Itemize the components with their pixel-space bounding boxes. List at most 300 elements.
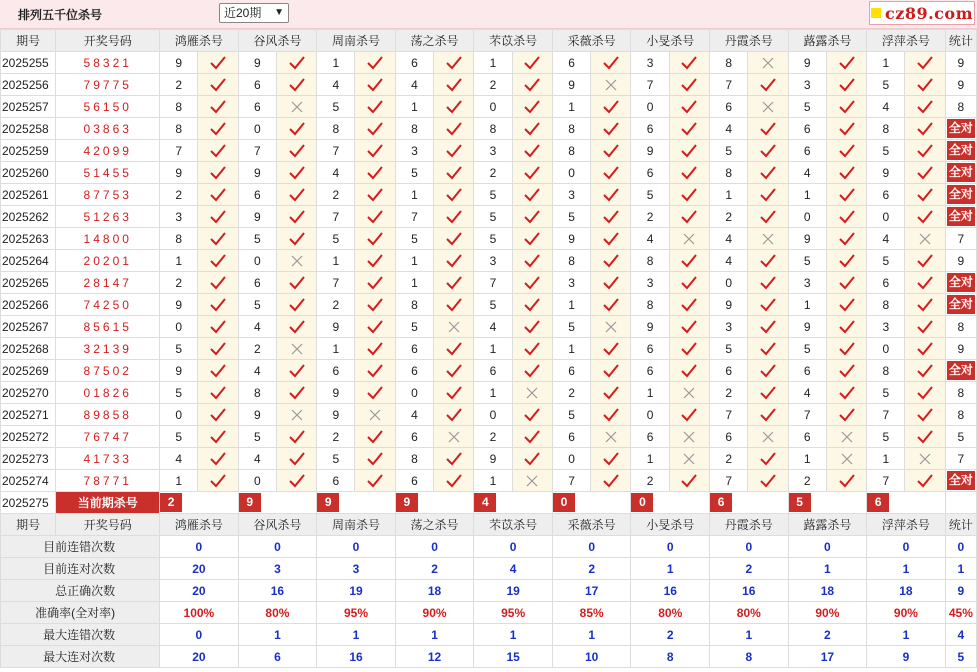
stat-value: 100%: [160, 602, 239, 624]
check-icon: [355, 206, 395, 228]
check-icon: [276, 470, 316, 492]
kill-number: 2: [317, 294, 355, 316]
check-icon: [748, 140, 788, 162]
header-expert[interactable]: 蕗露杀号: [788, 30, 867, 52]
check-icon: [748, 74, 788, 96]
stat-value: 3: [317, 558, 396, 580]
check-icon: [512, 426, 552, 448]
kill-number: 5: [238, 426, 276, 448]
kill-number: 2: [160, 272, 198, 294]
header-expert[interactable]: 荡之杀号: [395, 514, 474, 536]
check-icon: [276, 228, 316, 250]
cross-icon: [355, 404, 395, 426]
kill-number: 4: [631, 228, 669, 250]
kill-number: 3: [631, 52, 669, 74]
kill-number: 2: [788, 470, 826, 492]
draw-number: 14800: [56, 228, 160, 250]
current-kill-badge: 4: [474, 493, 496, 512]
check-icon: [748, 294, 788, 316]
stat-count: 9: [945, 580, 976, 602]
cross-icon: [512, 470, 552, 492]
check-icon: [669, 250, 709, 272]
table-row: [1, 448, 977, 470]
current-kill-badge: 9: [317, 493, 339, 512]
draw-number: 03863: [56, 118, 160, 140]
kill-number: 2: [317, 426, 355, 448]
check-icon: [826, 52, 866, 74]
stat-value: 4: [474, 558, 553, 580]
kill-number: 5: [474, 228, 512, 250]
cross-icon: [434, 316, 474, 338]
stat-value: 19: [317, 580, 396, 602]
kill-number: 5: [474, 206, 512, 228]
kill-number: 7: [631, 74, 669, 96]
kill-number: 3: [552, 184, 590, 206]
kill-number: 8: [395, 448, 433, 470]
kill-number: 1: [395, 184, 433, 206]
kill-number: 4: [317, 162, 355, 184]
header-expert[interactable]: 鸿雁杀号: [160, 514, 239, 536]
check-icon: [669, 52, 709, 74]
header-row: [1, 30, 977, 52]
header-expert[interactable]: 小旻杀号: [631, 30, 710, 52]
kill-number: 5: [160, 382, 198, 404]
count-cell: [945, 140, 976, 162]
table-row: [1, 250, 977, 272]
cross-icon: [512, 382, 552, 404]
kill-number: 6: [631, 360, 669, 382]
kill-number: 5: [317, 96, 355, 118]
kill-number: 4: [160, 448, 198, 470]
cross-icon: [276, 338, 316, 360]
header-expert[interactable]: 蕗露杀号: [788, 514, 867, 536]
stat-value: 1: [867, 558, 946, 580]
check-icon: [434, 404, 474, 426]
kill-number: 3: [474, 250, 512, 272]
header-expert[interactable]: 谷风杀号: [238, 30, 317, 52]
all-correct-badge: 全对: [947, 119, 975, 138]
stat-value: 15: [474, 646, 553, 668]
kill-number: 5: [788, 96, 826, 118]
kill-number: 5: [867, 140, 905, 162]
kill-number: 4: [317, 74, 355, 96]
check-icon: [591, 382, 631, 404]
cross-icon: [591, 316, 631, 338]
stat-value: 1: [552, 624, 631, 646]
header-expert[interactable]: 浮萍杀号: [867, 514, 946, 536]
stat-value: 16: [631, 580, 710, 602]
kill-number: 4: [238, 360, 276, 382]
kill-number: 8: [160, 228, 198, 250]
check-icon: [669, 206, 709, 228]
issue-number: 2025255: [1, 52, 56, 74]
kill-number: 6: [317, 470, 355, 492]
kill-number: 4: [395, 404, 433, 426]
cross-icon: [748, 96, 788, 118]
kill-number: 0: [631, 404, 669, 426]
kill-number: 9: [552, 74, 590, 96]
check-icon: [905, 118, 945, 140]
kill-number: 4: [710, 118, 748, 140]
kill-number: 1: [474, 470, 512, 492]
check-icon: [512, 228, 552, 250]
check-icon: [669, 272, 709, 294]
header-expert[interactable]: 丹霞杀号: [710, 514, 789, 536]
kill-number: 1: [631, 448, 669, 470]
current-kill-badge: 2: [160, 493, 182, 512]
check-icon: [748, 250, 788, 272]
stat-count: 45%: [945, 602, 976, 624]
kill-number: 0: [867, 206, 905, 228]
kill-number: 0: [631, 96, 669, 118]
check-icon: [198, 426, 238, 448]
kill-number: 8: [395, 118, 433, 140]
header-expert[interactable]: 荡之杀号: [395, 30, 474, 52]
check-icon: [669, 294, 709, 316]
kill-number: 2: [474, 162, 512, 184]
header-expert[interactable]: 周南杀号: [317, 30, 396, 52]
header-row: [1, 514, 977, 536]
check-icon: [826, 228, 866, 250]
kill-number: 2: [160, 74, 198, 96]
stat-label: 目前连对次数: [1, 558, 160, 580]
draw-number: 28147: [56, 272, 160, 294]
check-icon: [591, 206, 631, 228]
period-select-value: 近20期: [224, 6, 262, 20]
issue-number: 2025273: [1, 448, 56, 470]
kill-number: 8: [552, 118, 590, 140]
kill-number: 4: [867, 228, 905, 250]
check-icon: [512, 140, 552, 162]
check-icon: [905, 74, 945, 96]
header-count: 统计: [945, 514, 976, 536]
check-icon: [512, 52, 552, 74]
kill-number: 6: [631, 338, 669, 360]
kill-number: 4: [238, 448, 276, 470]
table-row: [1, 162, 977, 184]
stat-label: 总正确次数: [1, 580, 160, 602]
kill-number: 1: [160, 470, 198, 492]
check-icon: [905, 382, 945, 404]
current-issue: 2025275: [1, 492, 56, 514]
all-correct-badge: 全对: [947, 185, 975, 204]
site-logo[interactable]: [869, 1, 975, 25]
stat-value: 90%: [867, 602, 946, 624]
check-icon: [355, 272, 395, 294]
check-icon: [905, 360, 945, 382]
count-cell: 8: [945, 316, 976, 338]
current-kill-badge: 9: [396, 493, 418, 512]
issue-number: 2025267: [1, 316, 56, 338]
draw-number: 56150: [56, 96, 160, 118]
kill-number: 6: [788, 360, 826, 382]
cross-icon: [591, 74, 631, 96]
kill-number: 6: [631, 162, 669, 184]
stat-value: 9: [867, 646, 946, 668]
check-icon: [198, 404, 238, 426]
kill-number: 9: [160, 52, 198, 74]
all-correct-badge: 全对: [947, 295, 975, 314]
stat-value: 90%: [788, 602, 867, 624]
table-row: [1, 382, 977, 404]
all-correct-badge: 全对: [947, 471, 975, 490]
kill-number: 5: [395, 228, 433, 250]
kill-number: 6: [552, 426, 590, 448]
kill-number: 6: [238, 184, 276, 206]
kill-number: 7: [317, 140, 355, 162]
kill-number: 1: [474, 338, 512, 360]
kill-number: 2: [474, 74, 512, 96]
table-row: [1, 294, 977, 316]
stat-value: 1: [867, 624, 946, 646]
stat-label: 目前连错次数: [1, 536, 160, 558]
check-icon: [198, 140, 238, 162]
check-icon: [826, 360, 866, 382]
stat-value: 1: [631, 558, 710, 580]
check-icon: [591, 404, 631, 426]
header-expert[interactable]: 谷风杀号: [238, 514, 317, 536]
header-expert[interactable]: 浮萍杀号: [867, 30, 946, 52]
stat-value: 20: [160, 558, 239, 580]
current-kill-badge: 9: [239, 493, 261, 512]
kill-number: 8: [160, 118, 198, 140]
kill-number: 5: [552, 404, 590, 426]
header-expert[interactable]: 芣苡杀号: [474, 514, 553, 536]
kill-number: 3: [395, 140, 433, 162]
kill-number: 8: [710, 162, 748, 184]
table-row: [1, 470, 977, 492]
count-cell: 8: [945, 404, 976, 426]
check-icon: [591, 118, 631, 140]
draw-number: 89858: [56, 404, 160, 426]
current-label: 当前期杀号: [56, 492, 160, 514]
check-icon: [905, 404, 945, 426]
check-icon: [905, 140, 945, 162]
check-icon: [905, 426, 945, 448]
check-icon: [355, 294, 395, 316]
stat-value: 0: [160, 624, 239, 646]
period-select[interactable]: [219, 3, 289, 23]
kill-number: 1: [395, 96, 433, 118]
kill-number: 1: [395, 272, 433, 294]
page-title: 排列五千位杀号: [18, 8, 103, 22]
kill-number: 2: [710, 448, 748, 470]
stat-label: 准确率(全对率): [1, 602, 160, 624]
stat-value: 80%: [710, 602, 789, 624]
kill-number: 5: [474, 294, 512, 316]
stat-value: 8: [631, 646, 710, 668]
kill-number: 9: [238, 162, 276, 184]
check-icon: [198, 316, 238, 338]
check-icon: [591, 250, 631, 272]
kill-number: 6: [238, 96, 276, 118]
kill-number: 9: [238, 52, 276, 74]
check-icon: [591, 448, 631, 470]
count-cell: 5: [945, 426, 976, 448]
kill-number: 9: [160, 360, 198, 382]
check-icon: [355, 52, 395, 74]
check-icon: [669, 162, 709, 184]
stat-value: 8: [710, 646, 789, 668]
header-expert[interactable]: 周南杀号: [317, 514, 396, 536]
kill-number: 7: [710, 74, 748, 96]
kill-number: 8: [160, 96, 198, 118]
issue-number: 2025272: [1, 426, 56, 448]
draw-number: 41733: [56, 448, 160, 470]
check-icon: [591, 360, 631, 382]
check-icon: [276, 426, 316, 448]
kill-number: 2: [710, 382, 748, 404]
current-kill: [160, 492, 239, 514]
kill-number: 1: [552, 96, 590, 118]
check-icon: [748, 338, 788, 360]
check-icon: [905, 294, 945, 316]
table-row: [1, 140, 977, 162]
check-icon: [748, 448, 788, 470]
check-icon: [276, 184, 316, 206]
draw-number: 51263: [56, 206, 160, 228]
kill-number: 1: [867, 448, 905, 470]
kill-number: 8: [552, 140, 590, 162]
check-icon: [905, 272, 945, 294]
all-correct-badge: 全对: [947, 163, 975, 182]
stat-value: 17: [788, 646, 867, 668]
header-expert[interactable]: 采薇杀号: [552, 30, 631, 52]
stat-value: 10: [552, 646, 631, 668]
check-icon: [512, 338, 552, 360]
check-icon: [748, 360, 788, 382]
current-kill-badge: 0: [553, 493, 575, 512]
check-icon: [669, 118, 709, 140]
check-icon: [512, 360, 552, 382]
current-kill: [317, 492, 396, 514]
check-icon: [748, 184, 788, 206]
check-icon: [276, 316, 316, 338]
header-expert[interactable]: 采薇杀号: [552, 514, 631, 536]
header-expert[interactable]: 小旻杀号: [631, 514, 710, 536]
check-icon: [905, 162, 945, 184]
stat-count: 4: [945, 624, 976, 646]
check-icon: [434, 294, 474, 316]
kill-number: 0: [238, 470, 276, 492]
kill-number: 4: [238, 316, 276, 338]
issue-number: 2025271: [1, 404, 56, 426]
check-icon: [826, 206, 866, 228]
header-count: 统计: [945, 30, 976, 52]
check-icon: [669, 360, 709, 382]
kill-number: 7: [552, 470, 590, 492]
check-icon: [748, 162, 788, 184]
current-kill-badge: 6: [867, 493, 889, 512]
issue-number: 2025269: [1, 360, 56, 382]
check-icon: [355, 96, 395, 118]
issue-number: 2025270: [1, 382, 56, 404]
check-icon: [198, 382, 238, 404]
kill-number: 3: [631, 272, 669, 294]
cross-icon: [591, 426, 631, 448]
kill-number: 0: [474, 96, 512, 118]
count-cell: 9: [945, 250, 976, 272]
check-icon: [512, 316, 552, 338]
header-draw: 开奖号码: [56, 514, 160, 536]
stat-value: 0: [317, 536, 396, 558]
check-icon: [276, 360, 316, 382]
stat-value: 2: [710, 558, 789, 580]
kill-number: 5: [317, 228, 355, 250]
draw-number: 76747: [56, 426, 160, 448]
logo-square-icon: [871, 8, 881, 18]
kill-number: 6: [474, 360, 512, 382]
header-expert[interactable]: 鸿雁杀号: [160, 30, 239, 52]
count-cell: [945, 360, 976, 382]
issue-number: 2025261: [1, 184, 56, 206]
kill-number: 2: [474, 426, 512, 448]
issue-number: 2025274: [1, 470, 56, 492]
current-kill: [867, 492, 946, 514]
header-expert[interactable]: 芣苡杀号: [474, 30, 553, 52]
kill-number: 9: [788, 316, 826, 338]
check-icon: [905, 338, 945, 360]
check-icon: [826, 250, 866, 272]
kill-number: 0: [238, 250, 276, 272]
kill-number: 6: [788, 426, 826, 448]
stat-value: 1: [238, 624, 317, 646]
kill-number: 0: [552, 162, 590, 184]
check-icon: [826, 74, 866, 96]
kill-number: 9: [160, 162, 198, 184]
table-row: [1, 118, 977, 140]
check-icon: [434, 184, 474, 206]
kill-number: 7: [710, 470, 748, 492]
kill-number: 6: [552, 360, 590, 382]
draw-number: 87502: [56, 360, 160, 382]
kill-number: 6: [238, 74, 276, 96]
header-expert[interactable]: 丹霞杀号: [710, 30, 789, 52]
issue-number: 2025265: [1, 272, 56, 294]
kill-number: 5: [710, 338, 748, 360]
check-icon: [198, 294, 238, 316]
stat-value: 2: [395, 558, 474, 580]
check-icon: [748, 404, 788, 426]
check-icon: [276, 52, 316, 74]
count-cell: 8: [945, 382, 976, 404]
stat-row: [1, 580, 977, 602]
all-correct-badge: 全对: [947, 361, 975, 380]
check-icon: [434, 206, 474, 228]
check-icon: [434, 250, 474, 272]
stat-value: 2: [552, 558, 631, 580]
draw-number: 20201: [56, 250, 160, 272]
kill-number: 5: [160, 338, 198, 360]
kill-number: 4: [710, 250, 748, 272]
stat-value: 1: [395, 624, 474, 646]
header-issue: 期号: [1, 514, 56, 536]
check-icon: [748, 206, 788, 228]
check-icon: [355, 360, 395, 382]
kill-number: 9: [317, 316, 355, 338]
kill-number: 5: [552, 206, 590, 228]
kill-number: 3: [788, 272, 826, 294]
check-icon: [512, 74, 552, 96]
draw-number: 85615: [56, 316, 160, 338]
stat-value: 16: [238, 580, 317, 602]
check-icon: [669, 74, 709, 96]
kill-number: 6: [788, 118, 826, 140]
kill-number: 5: [474, 184, 512, 206]
kill-number: 5: [788, 250, 826, 272]
stat-value: 95%: [317, 602, 396, 624]
kill-number: 1: [552, 338, 590, 360]
